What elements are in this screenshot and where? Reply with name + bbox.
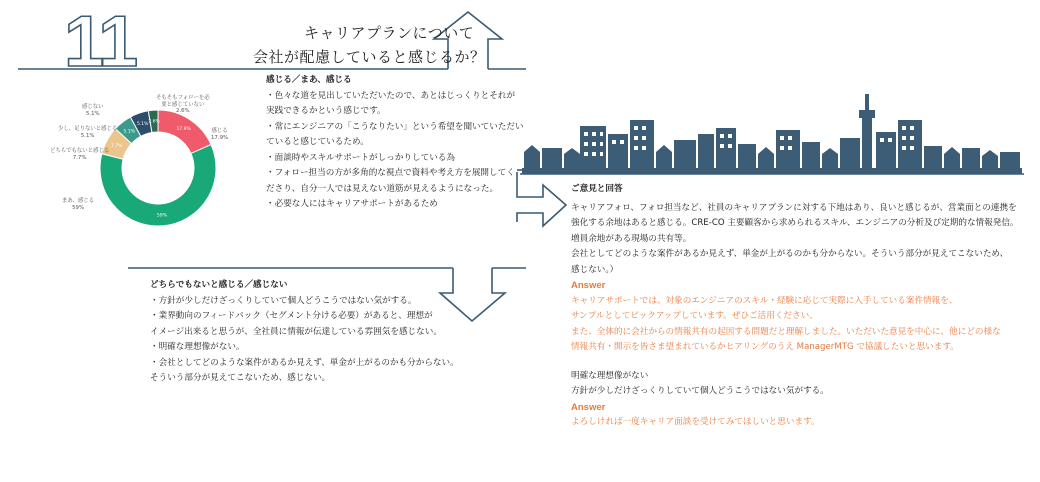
title-line-1: キャリアプランについて	[304, 24, 475, 42]
negative-heading: どちらでもないと感じる／感じない	[150, 280, 288, 290]
label-dochira-value: 7.7%	[72, 154, 87, 161]
negative-line: ・会社としてどのような案件があるか見えず、単金が上がるのかも分からない。	[150, 357, 459, 368]
label-sukoshi-name: 少し、足りないと感じる	[58, 126, 118, 132]
negative-line: そういう部分が見えてこないため、感じない。	[150, 373, 331, 383]
label-maa-name: まあ、感じる	[62, 198, 95, 204]
answer-label: Answer	[571, 280, 606, 291]
page-title	[304, 22, 474, 44]
opinion-line: キャリアフォロ、フォロ担当など、社員のキャリアプランに対する下地はあり、良いと感じるが、営業面との連携を	[571, 202, 1017, 213]
answer-line: 情報共有・開示を皆さま望まれているかヒアリングのうえ ManagerMTG で協議したいと思います。	[571, 342, 959, 352]
answer-line: サンプルとしてピックアップしています。ぜひご活用ください。	[571, 311, 818, 321]
positive-heading: 感じる／まあ、感じる	[266, 75, 352, 85]
label-dochira	[50, 148, 109, 161]
answer-line: キャリアサポートでは、対象のエンジニアのスキル・経験に応じて実際に入手している案件情報を、	[571, 295, 958, 306]
opinion-answer-block	[571, 182, 1019, 431]
slice-dochira-value: 7.7%	[110, 144, 123, 150]
slice-maa-value: 59%	[156, 213, 167, 219]
label-kanjiru	[211, 128, 228, 141]
positive-line: ・面談時やスキルサポートがしっかりしている為	[266, 152, 455, 163]
opinion-line: 会社としてどのような案件があるか見えず、単金が上がるのかも分からない。そういう部分が見えてこないため、	[571, 249, 1009, 259]
label-kanjiru-name: 感じる	[211, 128, 228, 134]
label-sukoshi-value: 5.1%	[80, 132, 95, 139]
negative-line: ・業界動向のフィードバック（セグメント分ける必要）があると、理想が	[150, 311, 433, 321]
opinion-heading: ご意見と回答	[571, 184, 623, 194]
answer-line: よろしければ一度キャリア面談を受けてみてほしいと思います。	[571, 417, 820, 427]
positive-line: ださり、自分一人では見えない道筋が見えるようになった。	[266, 183, 499, 194]
slice-sukoshi-value: 5.1%	[123, 129, 135, 135]
positive-line: ・フォロー担当の方が多角的な視点で資料や考え方を展開してく	[266, 168, 515, 178]
label-somosomo	[156, 95, 210, 115]
slice-somosomo-value: 2.6%	[148, 119, 160, 125]
positive-comments	[266, 73, 524, 213]
label-somosomo-value: 2.6%	[175, 108, 190, 115]
question-number	[62, 8, 172, 70]
opinion-line: 強化する余地はあると感じる。CRE-CO 主要顧客から求められるスキル、エンジニアの分析及び定期的な情報発信。	[571, 218, 1019, 228]
label-maa	[62, 198, 94, 211]
negative-line: イメージ出来ると思うが、全社員に情報が伝達している雰囲気を感じない。	[150, 326, 442, 337]
negative-line: ・明確な理想像がない。	[150, 342, 245, 352]
opinion-line: 明確な理想像がない	[571, 370, 649, 381]
title-line-2: 会社が配慮していると感じるか？	[253, 48, 486, 66]
label-kanjinai-value: 5.1%	[85, 110, 100, 117]
negative-line: ・方針が少しだけざっくりしていて個人どうこうではない気がする。	[150, 295, 417, 306]
opinion-line: 感じない。）	[571, 264, 619, 275]
positive-line: ・色々な道を見出していただいたので、あとはじっくりとそれが	[266, 90, 516, 101]
label-kanjinai-name: 感じない	[82, 104, 104, 110]
positive-line: ・常にエンジニアの「こうなりたい」という希望を聞いていただい	[266, 121, 524, 132]
label-maa-value: 59%	[72, 204, 85, 211]
opinion-line: 増員余地がある現場の共有等。	[571, 233, 692, 244]
slice-kanjinai-value: 5.1%	[136, 122, 149, 128]
label-somosomo-line2: 要と感じていない	[161, 101, 205, 108]
answer-line: また、全体的に会社からの情報共有の起因する問題だと理解しました。いただいた意見を中心に、他にどの様な	[571, 326, 1001, 337]
city-skyline-icon	[520, 90, 1025, 174]
page-subtitle	[253, 46, 486, 68]
arrow-right-icon	[517, 172, 566, 226]
negative-comments	[150, 278, 459, 387]
label-dochira-name: どちらでもないと感じる	[50, 148, 110, 154]
opinion-line: 方針が少しだけざっくりしていて個人どうこうではない気がする。	[571, 386, 829, 396]
label-sukoshi	[58, 126, 117, 139]
answer-label: Answer	[571, 401, 606, 413]
slice-kanjiru-value: 17.9%	[176, 127, 191, 133]
positive-line: 実践できるかという感じです。	[266, 106, 386, 116]
positive-line: ていると感じているため。	[266, 137, 369, 147]
label-somosomo-line1: そもそもフォローを必	[156, 95, 210, 101]
label-kanjinai	[82, 104, 104, 117]
svg-text:11: 11	[64, 8, 137, 70]
positive-line: ・必要な人にはキャリアサポートがあるため	[266, 199, 438, 209]
label-kanjiru-value: 17.9%	[211, 134, 229, 141]
